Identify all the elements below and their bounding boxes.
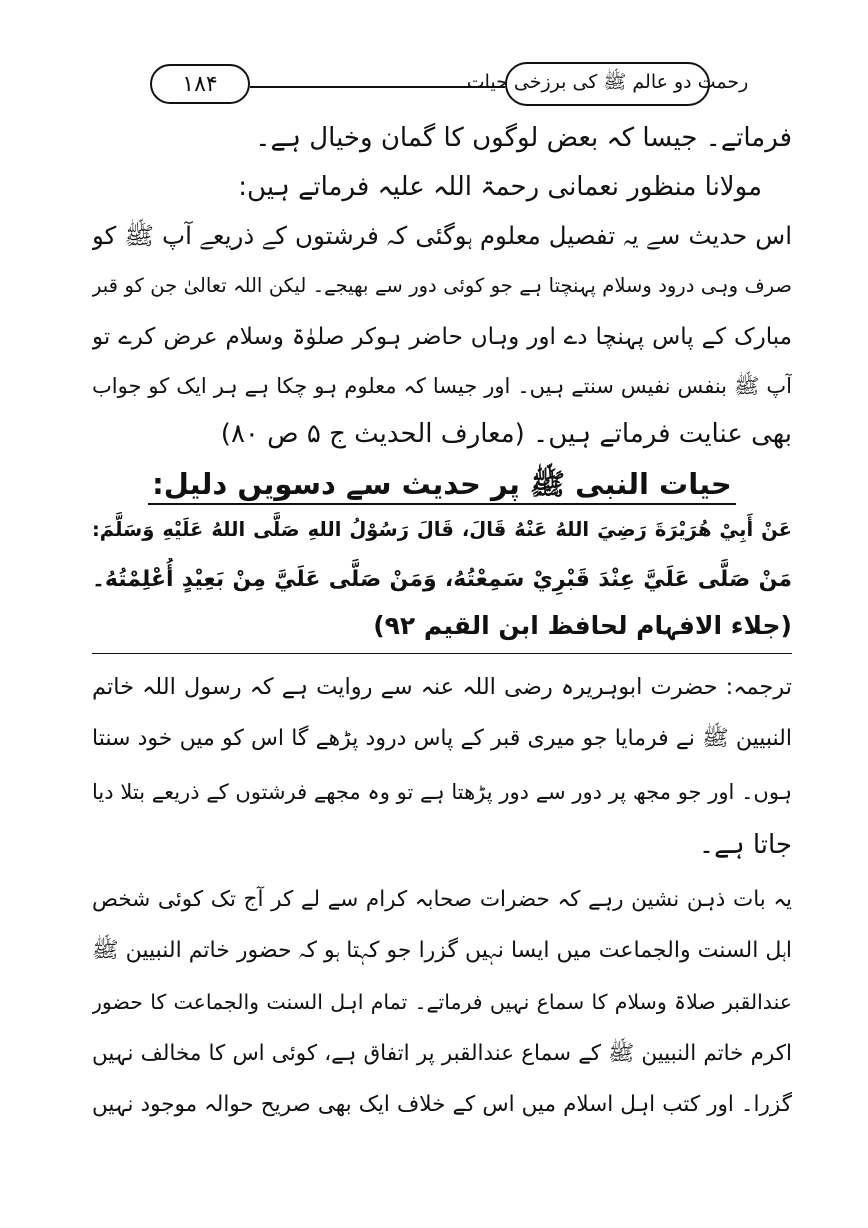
closing-line-3: عندالقبر صلاۃ وسلام کا سماع نہیں فرماتے۔ تمام اہل السنت والجماعت کا حضور — [92, 990, 792, 1014]
body-line-6: آپ ﷺ بنفس نفیس سنتے ہیں۔ اور جیسا کہ معلوم ہو چکا ہے ہر ایک کو جواب — [92, 374, 792, 398]
page-header — [150, 62, 749, 110]
hadith-line-1: عَنْ أَبِيْ هُرَيْرَةَ رَضِيَ اللهُ عَنْهُ قَالَ، قَالَ رَسُوْلُ اللهِ صَلَّى اللهُ عَلَيْهِ وَسَلَّمَ: — [92, 518, 792, 541]
body-line-3: اس حدیث سے یہ تفصیل معلوم ہوگئی کہ فرشتوں کے ذریعے آپ ﷺ کو — [92, 221, 792, 250]
hadith-reference: (جلاء الافہام لحافظ ابن القیم ۹۲) — [373, 611, 792, 640]
translation-line-3: ہوں۔ اور جو مجھ پر دور سے دور پڑھتا ہے تو وہ مجھے فرشتوں کے ذریعے بتلا دیا — [92, 780, 792, 804]
hadith-line-2: مَنْ صَلَّى عَلَيَّ عِنْدَ قَبْرِيْ سَمِعْتُهُ، وَمَنْ صَلَّى عَلَيَّ مِنْ بَعِيْدٍ أُعْلِمْتُهُ۔ — [92, 567, 792, 592]
body-line-1: فرماتے۔ جیسا کہ بعض لوگوں کا گمان وخیال ہے۔ — [255, 123, 792, 153]
closing-line-4: اکرم خاتم النبیین ﷺ کے سماع عندالقبر پر اتفاق ہے، کوئی اس کا مخالف نہیں — [92, 1041, 792, 1066]
section-heading — [92, 462, 792, 506]
page-number: ۱۸۴ — [150, 64, 250, 104]
body-line-7: بھی عنایت فرماتے ہیں۔ (معارف الحدیث ج ۵ ص ۸۰) — [220, 419, 792, 449]
running-title: رحمت دو عالم ﷺ کی برزخی حیات — [505, 62, 710, 106]
translation-line-4: جاتا ہے۔ — [698, 830, 792, 860]
translation-line-2: النبیین ﷺ نے فرمایا جو میری قبر کے پاس درود پڑھے گا اس کو میں خود سنتا — [92, 726, 792, 751]
translation-line-1: ترجمہ: حضرت ابوہریرہ رضی اللہ عنہ سے روایت ہے کہ رسول اللہ خاتم — [92, 674, 792, 700]
body-line-5: مبارک کے پاس پہنچا دے اور وہاں حاضر ہوکر صلوٰۃ وسلام عرض کرے تو — [92, 324, 792, 350]
section-heading-text: حیات النبی ﷺ پر حدیث سے دسویں دلیل: — [148, 467, 736, 505]
closing-line-5: گزرا۔ اور کتب اہل اسلام میں اس کے خلاف ایک بھی صریح حوالہ موجود نہیں — [92, 1092, 792, 1117]
body-line-4: صرف وہی درود وسلام پہنچتا ہے جو کوئی دور سے بھیجے۔ لیکن اللہ تعالیٰ جن کو قبر — [92, 274, 792, 297]
body-line-2: مولانا منظور نعمانی رحمۃ اللہ علیہ فرماتے ہیں: — [238, 172, 762, 202]
section-divider — [92, 653, 792, 654]
closing-line-2: اہل السنت والجماعت میں ایسا نہیں گزرا جو کہتا ہو کہ حضور خاتم النبیین ﷺ — [92, 938, 792, 963]
closing-line-1: یہ بات ذہن نشین رہے کہ حضرات صحابہ کرام سے لے کر آج تک کوئی شخص — [92, 887, 792, 912]
